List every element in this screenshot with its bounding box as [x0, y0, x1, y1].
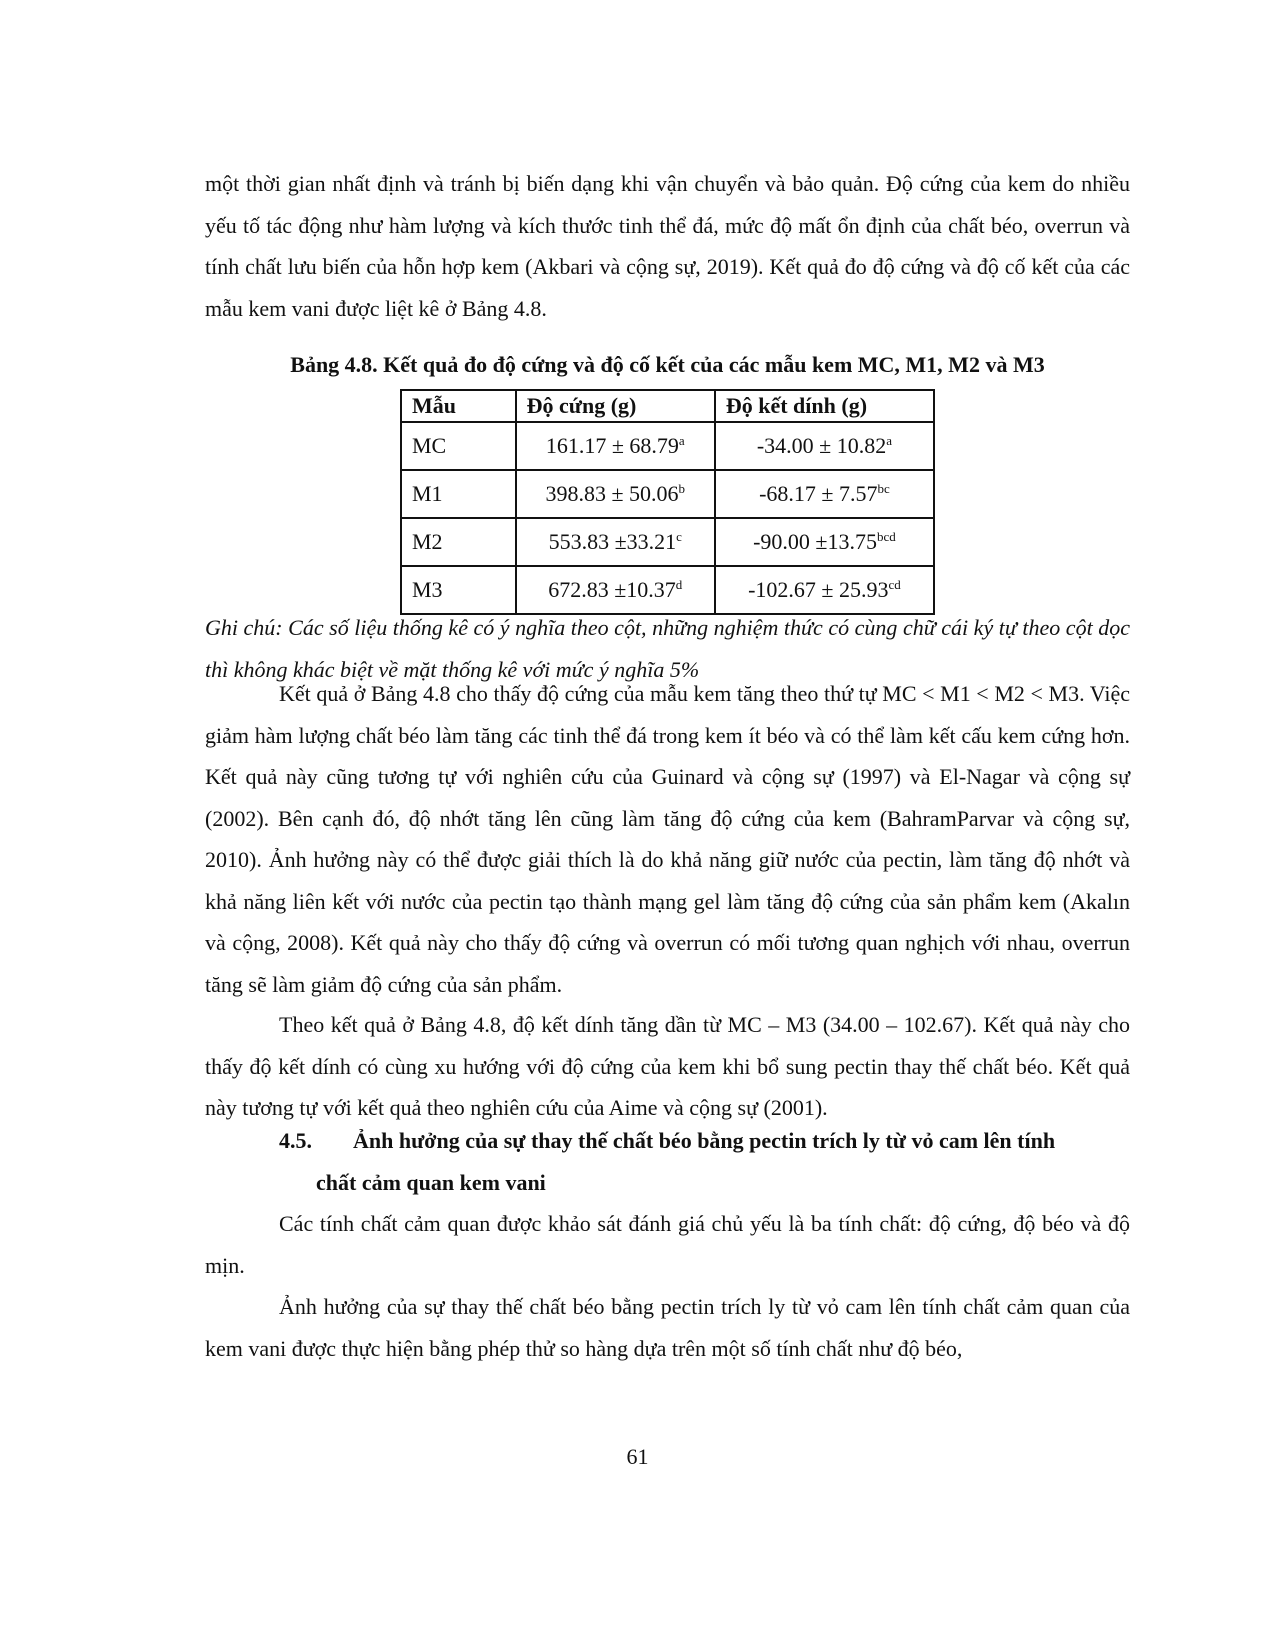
header-adhesion: Độ kết dính (g) [715, 390, 934, 422]
section-title-line2: chất cảm quan kem vani [316, 1169, 546, 1195]
paragraph-sensory-1: Các tính chất cảm quan được khảo sát đánh giá chủ yếu là ba tính chất: độ cứng, độ béo và độ mịn. [205, 1211, 1130, 1278]
section-title-line1: Ảnh hưởng của sự thay thế chất béo bằng pectin trích ly từ vỏ cam lên tính [353, 1128, 1056, 1153]
cell-sample: M1 [401, 470, 516, 518]
paragraph-hardness: Kết quả ở Bảng 4.8 cho thấy độ cứng của mẫu kem tăng theo thứ tự MC < M1 < M2 < M3. Việc giảm hàm lượng chất béo làm tăng các tinh thể đá trong kem ít béo và có thể làm kết cấu kem cứng hơn. Kết quả này cũng tương tự với nghiên cứu của Guinard và cộng sự (1997) và El-Nagar và cộng sự (2002). Bên cạnh đó, độ nhớt tăng lên cũng làm tăng độ cứng của kem (BahramParvar và cộng sự, 2010). Ảnh hưởng này có thể được giải thích là do khả năng giữ nước của pectin, làm tăng độ nhớt và khả năng liên kết với nước của pectin tạo thành mạng gel làm tăng độ cứng của sản phẩm kem (Akalın và cộng, 2008). Kết quả này cho thấy độ cứng và overrun có mối tương quan nghịch với nhau, overrun tăng sẽ làm giảm độ cứng của sản phẩm. [205, 681, 1130, 997]
page-number: 61 [626, 1444, 649, 1469]
cell-hardness: 398.83 ± 50.06$^b$ [516, 470, 715, 518]
results-table [400, 389, 935, 615]
cell-adhesion: -90.00 ±13.75$^{bcd}$ [715, 518, 934, 566]
table-header-row [401, 390, 934, 422]
cell-sample: M2 [401, 518, 516, 566]
section-heading [205, 1120, 1130, 1203]
cell-hardness: 161.17 ± 68.79$^a$ [516, 422, 715, 470]
table-caption: Bảng 4.8. Kết quả đo độ cứng và độ cố kết của các mẫu kem MC, M1, M2 và M3 [290, 352, 1045, 377]
table-row [401, 470, 934, 518]
table-note: Ghi chú: Các số liệu thống kê có ý nghĩa theo cột, những nghiệm thức có cùng chữ cái ký tự theo cột dọc thì không khác biệt về mặt thống kê với mức ý nghĩa 5% [205, 615, 1130, 682]
header-hardness: Độ cứng (g) [516, 390, 715, 422]
table-row [401, 422, 934, 470]
cell-sample: M3 [401, 566, 516, 614]
paragraph-intro: một thời gian nhất định và tránh bị biến dạng khi vận chuyển và bảo quản. Độ cứng của kem do nhiều yếu tố tác động như hàm lượng và kích thước tinh thể đá, mức độ mất ổn định của chất béo, overrun và tính chất lưu biến của hỗn hợp kem (Akbari và cộng sự, 2019). Kết quả đo độ cứng và độ cố kết của các mẫu kem vani được liệt kê ở Bảng 4.8. [205, 171, 1130, 321]
header-sample: Mẫu [401, 390, 516, 422]
cell-adhesion: -34.00 ± 10.82$^a$ [715, 422, 934, 470]
paragraph-sensory-2: Ảnh hưởng của sự thay thế chất béo bằng pectin trích ly từ vỏ cam lên tính chất cảm quan của kem vani được thực hiện bằng phép thử so hàng dựa trên một số tính chất như độ béo, [205, 1294, 1130, 1361]
paragraph-adhesion: Theo kết quả ở Bảng 4.8, độ kết dính tăng dần từ MC – M3 (34.00 – 102.67). Kết quả này cho thấy độ kết dính có cùng xu hướng với độ cứng của kem khi bổ sung pectin thay thế chất béo. Kết quả này tương tự với kết quả theo nghiên cứu của Aime và cộng sự (2001). [205, 1012, 1130, 1120]
cell-adhesion: -102.67 ± 25.93$^{cd}$ [715, 566, 934, 614]
cell-hardness: 553.83 ±33.21$^c$ [516, 518, 715, 566]
cell-adhesion: -68.17 ± 7.57$^{bc}$ [715, 470, 934, 518]
cell-sample: MC [401, 422, 516, 470]
cell-hardness: 672.83 ±10.37$^d$ [516, 566, 715, 614]
section-number: 4.5. [279, 1128, 312, 1153]
table-row [401, 518, 934, 566]
